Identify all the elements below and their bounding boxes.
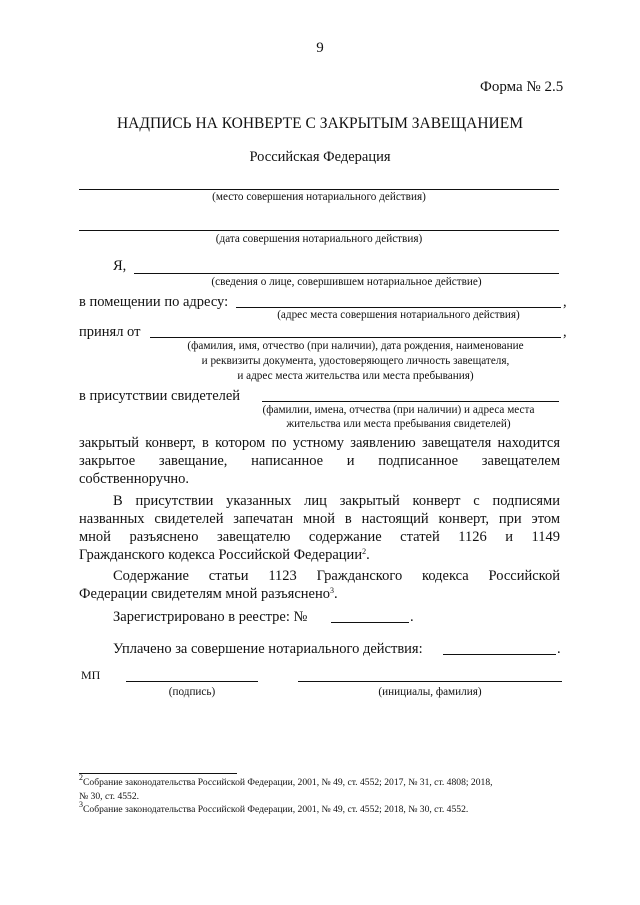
paid-end: . xyxy=(557,641,561,657)
date-field-line[interactable] xyxy=(79,230,559,231)
testator-comma: , xyxy=(563,324,567,340)
date-caption: (дата совершения нотариального действия) xyxy=(215,233,423,245)
page-title: НАДПИСЬ НА КОНВЕРТЕ С ЗАКРЫТЫМ ЗАВЕЩАНИЕМ xyxy=(116,115,523,132)
place-caption: (место совершения нотариального действия) xyxy=(212,191,426,203)
footnote-ref-2[interactable]: 2 xyxy=(362,547,367,556)
testator-field-line[interactable] xyxy=(150,337,561,338)
testator-caption-line-1: (фамилия, имя, отчество (при наличии), дата рождения, наименование xyxy=(187,340,524,352)
body-p3-line-1: Содержание статьи 1123 Гражданского кодекса Российской xyxy=(113,568,560,584)
label-i: Я, xyxy=(113,258,127,274)
footnote-3-text: Собрание законодательства Российской Федерации, 2001, № 49, ст. 4552; 2018, № 30, ст. 4552. xyxy=(83,804,469,815)
address-caption: (адрес места совершения нотариального действия) xyxy=(277,309,520,321)
footnote-3-mark: 3 xyxy=(79,800,83,809)
label-registered: Зарегистрировано в реестре: № xyxy=(113,609,308,625)
paid-amount-line[interactable] xyxy=(443,654,556,655)
body-p2-line-3: мной разъяснено завещателю содержание статей 1126 и 1149 xyxy=(79,529,560,545)
registry-number-line[interactable] xyxy=(331,622,409,623)
label-accepted-from: принял от xyxy=(79,324,141,340)
witnesses-caption-line-1: (фамилии, имена, отчества (при наличии) и адреса места xyxy=(262,404,535,416)
initials-caption: (инициалы, фамилия) xyxy=(378,686,482,698)
footnote-2-text: Собрание законодательства Российской Федерации, 2001, № 49, ст. 4552; 2017, № 31, ст. 4808; 2018, xyxy=(83,777,493,788)
body-p1-line-2: закрытое завещание, написанное и подписанное завещателем xyxy=(79,453,560,469)
witnesses-field-line[interactable] xyxy=(262,401,559,402)
testator-caption-line-2: и реквизиты документа, удостоверяющего личность завещателя, xyxy=(201,355,510,367)
footnote-2-line-2: № 30, ст. 4552. xyxy=(79,791,140,802)
body-p3-line-2-end: . xyxy=(333,586,338,602)
address-field-line[interactable] xyxy=(236,307,561,308)
registry-end: . xyxy=(410,609,414,625)
body-p3-line-2 xyxy=(79,586,338,603)
label-premises: в помещении по адресу: xyxy=(79,294,229,310)
body-p2-line-4 xyxy=(79,547,370,564)
body-p3-line-2-text: Федерации свидетелям мной разъяснено xyxy=(79,586,330,602)
signature-caption: (подпись) xyxy=(168,686,216,698)
footnote-ref-3[interactable]: 3 xyxy=(329,586,334,595)
notary-field-line[interactable] xyxy=(134,273,559,274)
label-paid: Уплачено за совершение нотариального действия: xyxy=(113,641,423,657)
body-p2-line-2: названных свидетелей запечатан мной в настоящий конверт, при этом xyxy=(79,511,560,527)
footnote-2-mark: 2 xyxy=(79,773,83,782)
body-p2-line-1: В присутствии указанных лиц закрытый конверт с подписями xyxy=(113,493,560,509)
footnote-separator xyxy=(79,773,237,774)
initials-line[interactable] xyxy=(298,681,562,682)
body-p1-line-3: собственноручно. xyxy=(79,471,190,487)
body-p2-line-4-text: Гражданского кодекса Российской Федерации xyxy=(79,547,363,563)
notary-caption: (сведения о лице, совершившем нотариальное действие) xyxy=(211,276,482,288)
label-in-presence: в присутствии свидетелей xyxy=(79,388,241,404)
signature-line[interactable] xyxy=(126,681,258,682)
seal-place-label: МП xyxy=(81,668,101,682)
witnesses-caption-line-2: жительства или места пребывания свидетелей) xyxy=(286,418,511,430)
address-comma: , xyxy=(563,294,567,310)
page-number: 9 xyxy=(316,40,324,56)
form-number: Форма № 2.5 xyxy=(480,79,564,95)
body-p2-line-4-end: . xyxy=(366,547,370,563)
place-field-line[interactable] xyxy=(79,189,559,190)
testator-caption-line-3: и адрес места жительства или места пребывания) xyxy=(237,370,474,382)
footnote-2-line-1 xyxy=(79,773,493,788)
footnote-3-line-1 xyxy=(79,800,469,815)
body-p1-line-1: закрытый конверт, в котором по устному заявлению завещателя находится xyxy=(79,435,560,451)
country-name: Российская Федерация xyxy=(249,149,391,165)
